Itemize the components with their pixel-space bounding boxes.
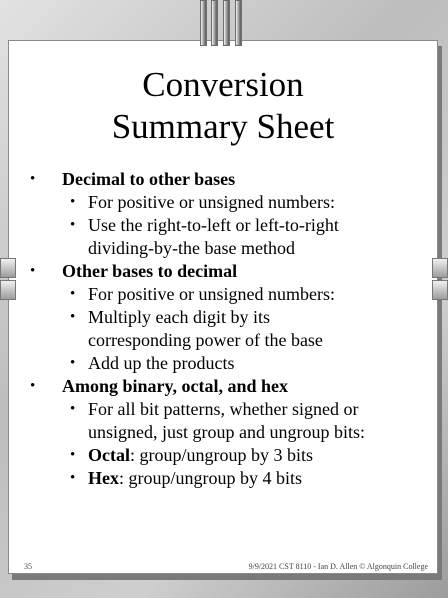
sub-bullet: • For all bit patterns, whether signed or unsigned, just group and ungroup bits: [70,399,365,442]
sub-bullet: • Multiply each digit by its corresponding power of the base [70,307,323,350]
title-line-1: Conversion [142,65,304,104]
section-heading: • Other bases to decimal [30,261,238,281]
side-tab-right [432,280,448,300]
sub-bullet: • For positive or unsigned numbers: [70,192,335,212]
sub-bullet: • Add up the products [70,353,235,373]
bullet-icon: • [70,194,76,210]
side-tab-left [0,280,16,300]
binder-slot [200,0,207,46]
binder-slot [211,0,218,46]
bullet-icon: • [70,470,76,486]
side-tab-left [0,258,16,278]
bullet-icon: • [30,263,36,279]
bullet-icon: • [70,447,76,463]
bullet-icon: • [70,217,76,233]
binder-slot [235,0,242,46]
side-tab-right [432,258,448,278]
sub-bullet: • For positive or unsigned numbers: [70,284,335,304]
sub-bullet: • Hex: group/ungroup by 4 bits [70,468,302,488]
footer-credit: 9/9/2021 CST 8110 - Ian D. Allen © Algonquin College [248,562,428,571]
bullet-list [30,168,430,490]
bullet-icon: • [70,309,76,325]
bullet-icon: • [70,401,76,417]
section-heading: • Decimal to other bases [30,169,236,189]
section-heading: • Among binary, octal, and hex [30,376,289,396]
bullet-icon: • [30,171,36,187]
bullet-icon: • [70,355,76,371]
slide-title [8,64,438,148]
slide-number: 35 [24,562,32,571]
sub-bullet: • Use the right-to-left or left-to-right dividing-by-the base method [70,215,339,258]
bullet-icon: • [70,286,76,302]
bullet-icon: • [30,378,36,394]
binder-slot [223,0,230,46]
title-line-2: Summary Sheet [111,107,335,146]
sub-bullet: • Octal: group/ungroup by 3 bits [70,445,313,465]
